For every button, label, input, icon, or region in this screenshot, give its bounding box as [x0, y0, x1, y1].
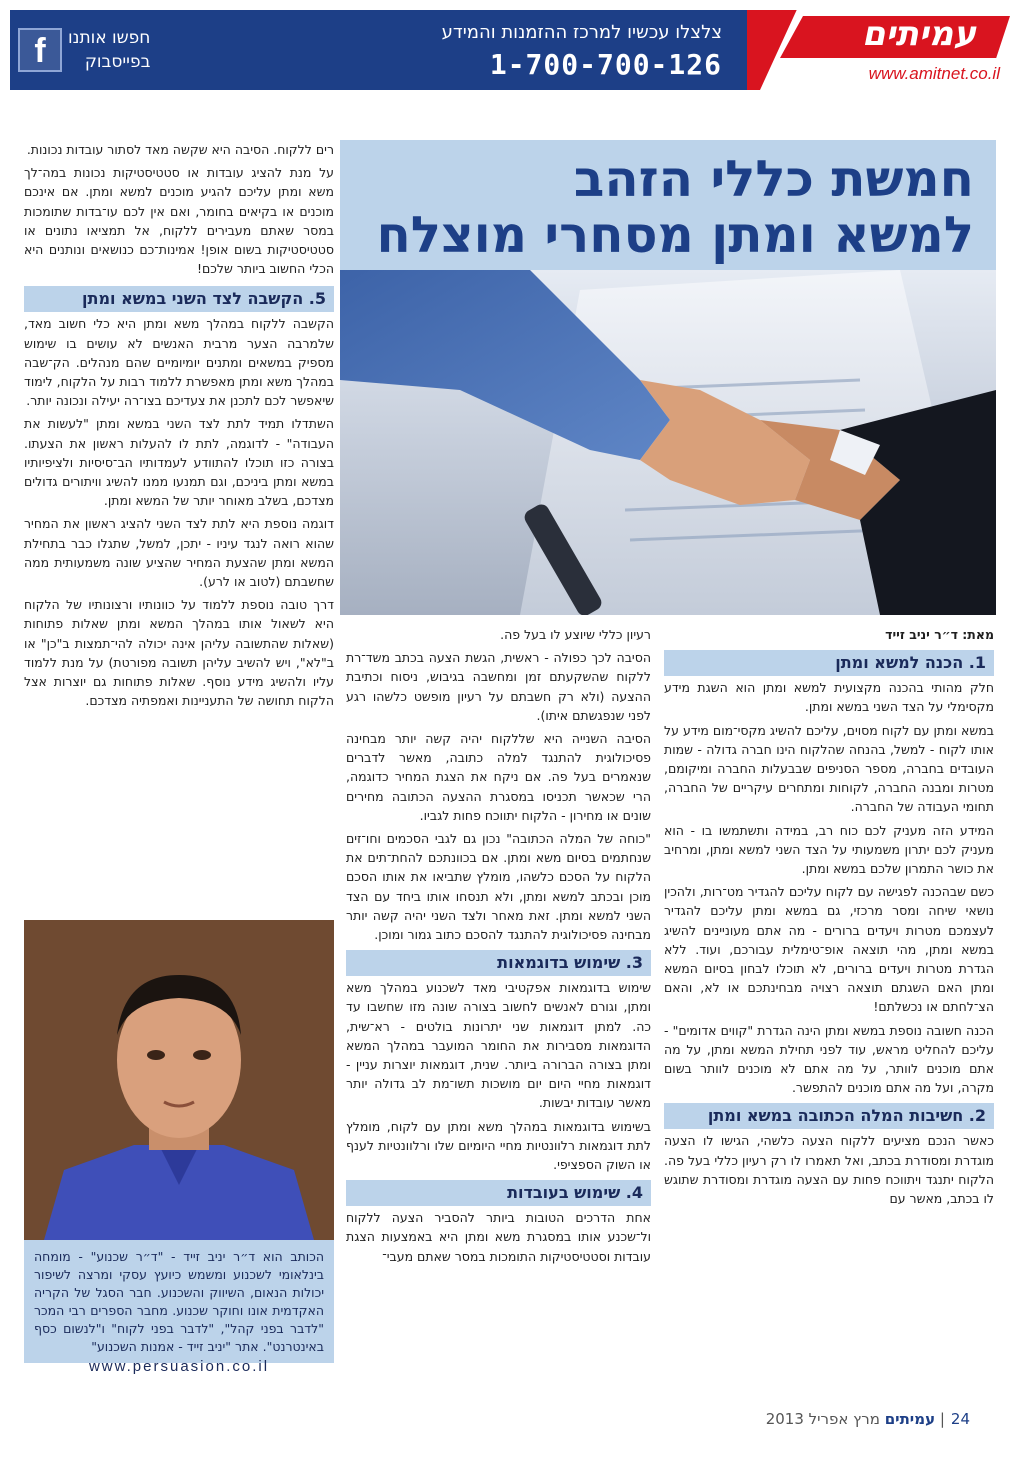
header-banner: [10, 10, 1022, 90]
page-number: 24: [950, 1410, 970, 1428]
paragraph: שימוש בדוגמאות אפקטיבי מאד לשכנוע במהלך משא ומתן, וגורם לאנשים לחשוב בצורה שונה מזו שחשבו עד כה. למתן דוגמאות שני יתרונות בולטים - רא־שית, הדוגמאות מסבירות את החומר המועבר במהלך המשא ומתן בצורה הברורה ביותר. שנית, דוגמאות יוצרות עניין - דוגמאות מחיי היום יום מושכות תשו־מת לב גדולה יותר מאשר עובדות יבשות.: [346, 980, 651, 1111]
facebook-icon[interactable]: f: [18, 28, 62, 72]
paragraph: הקשבה ללקוח במהלך משא ומתן היא כלי חשוב מאד, שלמרבה הצער מרבית האנשים לא עושים בו שימוש מספיק במשאים ומתנים יומיומיים שהם מנהלים. הק־שבה במהלך משא ומתן מאפשרת ללמוד רבות על הלקוח, לימוד שיאפשר לכם לתכנן את צעדיכם בצו־רה יעילה ונכונה יותר.: [24, 316, 334, 409]
facebook-promo[interactable]: [18, 26, 150, 74]
paragraph: המידע הזה מעניק לכם כוח רב, במידה ותשתמשו בו - הוא מעניק לכם יתרון משמעותי על הצד השני למשא ומתן, ומרחיב את כושר התמרון שלכם במשא ומתן.: [664, 822, 994, 877]
issue-date: מרץ אפריל 2013: [765, 1410, 880, 1428]
facebook-label-line2: בפייסבוק: [84, 52, 151, 72]
author-bio: הכותב הוא ד״ר יניב זייד - "ד״ר שכנוע" - מומחה בינלאומי לשכנוע ומשמש כיועץ עסקי ומרצה לשיפור יכולות הנאום, השיווק והשכנוע. חבר הסגל של הקריה האקדמית אונו וחוקר שכנוע. מחבר הספרים רבי המכר "לדבר בפני קהל", "לדבר בפני לקוח" ו"לנשום כסף באינטרנט". אתר "יניב זייד - אמנות השכנוע": [34, 1249, 324, 1354]
article-title-box: [340, 140, 996, 270]
article-column-left: [24, 140, 334, 714]
section-heading-4: 4. שימוש בעובדות: [346, 1180, 651, 1206]
paragraph: הסיבה השנייה היא שללקוח יהיה קשה יותר מבחינה פסיכולוגית להתנגד למלה כתובה, מאשר לדברים שנאמרים בעל פה. אם ניקח את הצגת המחיר כדוגמה, הרי שכאשר תכניסו במסגרת ההצעה הכתובה מחירים שונים או מחירון - הלקוח יתווכח פחות לגביו.: [346, 731, 651, 823]
section-heading-5: 5. הקשבה לצד השני במשא ומתן: [24, 286, 334, 312]
author-website-link[interactable]: www.persuasion.co.il: [88, 1358, 270, 1375]
section-heading-3: 3. שימוש בדוגמאות: [346, 950, 651, 976]
page-footer: 24| עמיתים מרץ אפריל 2013: [765, 1410, 970, 1428]
paragraph: אחת הדרכים הטובות ביותר להסביר הצעה ללקוח ול־שכנע אותו במסגרת משא ומתן היא באמצעות הצגת עובדות וסטטיסטיקות התומכות במסר שאתם מעבי־: [346, 1210, 651, 1264]
author-portrait-illustration: [24, 920, 334, 1240]
paragraph: על מנת להציג עובדות או סטטיסטיקות נכונות במה־לך משא ומתן עליכם להגיע מוכנים למשא ומתן. אם אינכם מוכנים או בקיאים בחומר, ואם אין לכם עו־בדות שתומכות במסר שאתם מעבירים ללקוח, אל תמציאו נתונים או סטטיסטיקות בשום אופן! אמינות־כם כנושאים ונותנים היא הכלי החשוב ביותר שלכם!: [24, 165, 334, 277]
facebook-label-line1: חפשו אותנו: [68, 28, 151, 48]
paragraph: כאשר הנכם מציעים ללקוח הצעה כלשהי, הגישו לו הצעה מוגדרת ומסודרת בכתב, ואל תאמרו לו רק רעיון כללי בעל פה. הלקוח יתנגד ויתווכח פחות עם הצעה מוגדרת ומסודרת שתוגש לו בכתב, מאשר עם: [664, 1133, 994, 1207]
section-heading-1: 1. הכנה למשא ומתן: [664, 650, 994, 676]
phone-number[interactable]: 1-700-700-126: [489, 48, 722, 81]
call-to-action: צלצלו עכשיו למרכז ההזמנות והמידע: [441, 22, 722, 43]
author-portrait-photo: [24, 920, 334, 1240]
paragraph: דוגמה נוספת היא לתת לצד השני להציג ראשון את המחיר שהוא רואה לנגד עיניו - יתכן, למשל, שתגלו כבר בתחילת המשא ומתן שהצעת המחיר שהציע שונה משמעותית ממה שחשבתם (לטוב או לרע).: [24, 516, 334, 590]
paragraph: רעיון כללי שיוצע לו בעל פה.: [500, 627, 651, 642]
magazine-name: עמיתים: [884, 1410, 936, 1428]
paragraph: רים ללקוח. הסיבה היא שקשה מאד לסתור עובדות נכונות.: [26, 142, 334, 157]
paragraph: במשא ומתן עם לקוח מסוים, עליכם להשיג מקסי־מום מידע על אותו לקוח - למשל, בהנחה שהלקוח הינו חברה גדולה - שמות העובדים בחברה, מספר הסניפים שבבעלות החברה ומיקומם, מטרות ומבנה החברה, לקוחות ומתחרים עיקריים של החברה, תחומי העבודה של החברה.: [664, 722, 994, 815]
paragraph: כשם שבהכנה לפגישה עם לקוח עליכם להגדיר מט־רות, ולהכין נושאי שיחה ומסר מרכזי, גם במשא ומתן עליכם להגדיר לעצמכם מטרות ויעדים ברורים - מה אתם מעוניינים להשיג במשא ומתן, מהי תוצאה אופ־טימלית עבורכם, ועוד. ללא הגדרת מטרות ויעדים ברורים, לא תוכלו לבחון בסיום המשא ומתן האם השגתם תוצאה רצויה מבחינתכם או לא, והאם הצ־לחתם או נכשלתם!: [664, 884, 994, 1015]
paragraph: חלק מהותי בהכנה מקצועית למשא ומתן הוא השגת מידע מקסימלי על הצד השני במשא ומתן.: [664, 680, 994, 715]
handshake-photo: [340, 270, 996, 615]
paragraph: דרך טובה נוספת ללמוד על כוונותיו ורצונותיו של הלקוח היא לשאול אותו במהלך המשא ומתן שאלות פתוחות (שאלות שהתשובה עליהן אינה יכולה להי־תמצות ב"כן" או ב"לא", ויש להשיב עליהן תשובה מפורטת) על מנת ללמוד עליו ולהשיג מידע נוסף. שאלות פתוחות גם יוצרות אצל הלקוח תחושה של התעניינות ואמפתיה מצדכם.: [24, 597, 334, 709]
article-title-line2: למשא ומתן מסחרי מוצלח: [376, 206, 974, 264]
paragraph: הסיבה לכך כפולה - ראשית, הגשת הצעה בכתב משד־רת ללקוח שהשקעתם זמן ומחשבה בגיבוש, ניסוח וכתיבת ההצעה (ולא רק חשבתם על רעיון מופשט כלשהו רגע לפני שנפגשתם איתו).: [346, 650, 651, 723]
section-heading-2: 2. חשיבות המלה הכתובה במשא ומתן: [664, 1103, 994, 1129]
author-byline: מאת: ד״ר יניב זייד: [885, 627, 994, 642]
paragraph: השתדלו תמיד לתת לצד השני במשא ומתן "לעשות את העבודה" - לדוגמה, לתת לו להעלות ראשון את הצעתו. בצורה כזו תוכלו להתוודע לעמדותיו הב־סיסיות ולציפיותיו במשא ומתן ביניכם, וגם תמנעו ממנו להשיג וויתורים גדולים מצדכם, בשלב מאוחר יותר של המשא ומתן.: [24, 416, 334, 509]
logo-url[interactable]: www.amitnet.co.il: [868, 64, 1000, 83]
facebook-label: [68, 26, 150, 74]
handshake-illustration: [340, 270, 996, 615]
author-caption: [24, 1240, 334, 1375]
paragraph: הכנה חשובה נוספת במשא ומתן הינה הגדרת "קווים אדומים" - עליכם להחליט מראש, עוד לפני תחילת המשא ומתן, על מה אתם מוכנים לוותר, על מה אתם לא מוכנים לוותר בשום מקרה, ועל מה אתם מוכנים להתפשר.: [664, 1022, 994, 1096]
paragraph: "כוחה של המלה הכתובה" נכון גם לגבי הסכמים וחו־זים שנחתמים בסיום משא ומתן. אם בכוונתכם להחת־תים את הלקוח על הסכם כלשהו, מומלץ שתביאו את אותו הסכם מוכן ובכתב למשא ומתן, ולא תנסחו אותו ביחד עם הצד השני למשא ומתן. זאת מאחר ולצד השני יהיה קשה יותר מבחינה פסיכולוגית להתנגד להסכם כתוב גמור ומוכן.: [346, 831, 651, 943]
amitim-logo: עמיתים: [861, 14, 976, 54]
article-title-line1: חמשת כללי הזהב: [573, 150, 974, 208]
paragraph: בשימוש בדוגמאות במהלך משא ומתן עם לקוח, מומלץ לתת דוגמאות רלוונטיות מחיי היומיום שלו ורלוונטיות לענף או השוק הספציפי.: [346, 1118, 651, 1173]
article-column-right: [664, 625, 994, 1212]
article-column-middle: [346, 625, 651, 1270]
